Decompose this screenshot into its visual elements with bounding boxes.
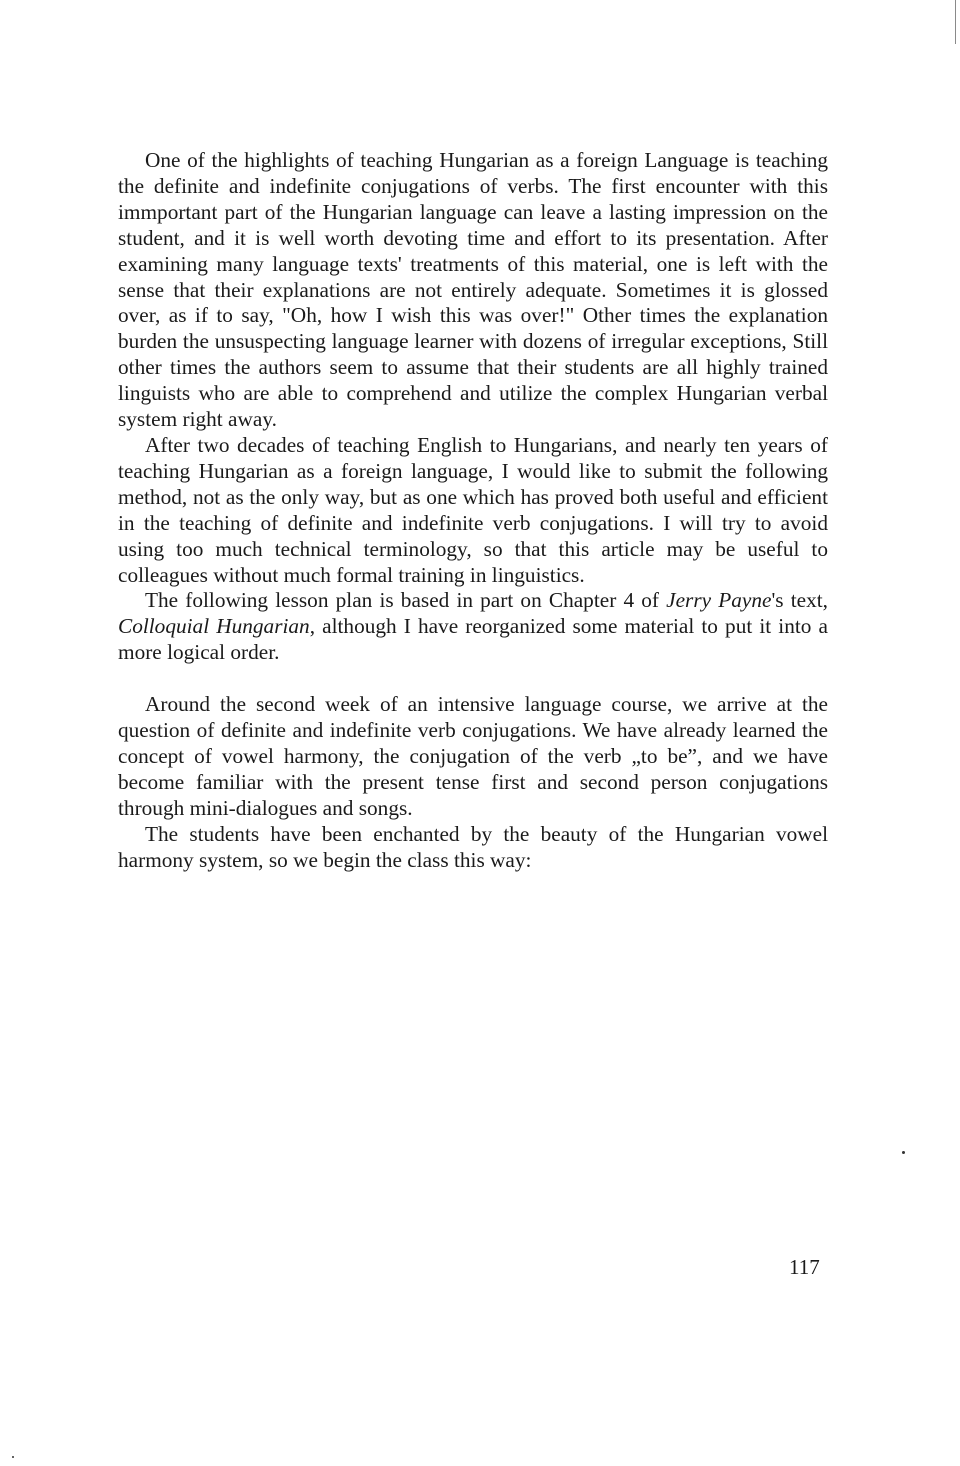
- paragraph-4: [118, 692, 828, 822]
- scan-speck: [12, 1456, 14, 1458]
- paragraph-1: [118, 148, 828, 433]
- paragraph-3-text-a: The following lesson plan is based in part on Chapter 4 of: [145, 588, 667, 613]
- scan-speck: [902, 1151, 905, 1154]
- paragraph-5-text: The students have been enchanted by the beauty of the Hungarian vowel harmony system, so we begin the class this way:: [118, 821, 828, 872]
- book-title: Colloquial Hungarian: [118, 614, 310, 639]
- paragraph-1-text: One of the highlights of teaching Hungarian as a foreign Language is teaching the definite and indefinite conjugations of verbs. The first encounter with this immportant part of the Hungarian language can leave a lasting impression on the student, and it is well worth devoting time and effort to its presentation. After examining many language texts' treatments of this material, one is left with the sense that their explanations are not entirely adequate. Sometimes it is glossed over, as if to say, "Oh, how I wish this was over!" Other times the explanation burden the unsuspecting language learner with dozens of irregular exceptions, Still other times the authors seem to assume that their students are all highly trained linguists who are able to comprehend and utilize the complex Hungarian verbal system right away.: [118, 148, 828, 432]
- scan-edge-line: [955, 0, 956, 44]
- paragraph-5: [118, 822, 828, 874]
- article-body: [118, 148, 828, 873]
- page-number: 117: [789, 1255, 820, 1279]
- paragraph-4-text: Around the second week of an intensive language course, we arrive at the question of definite and indefinite verb conjugations. We have already learned the concept of vowel harmony, the conjugation of the verb „to be”, and we have become familiar with the present tense first and second person conjugations through mini-dialogues and songs.: [118, 692, 828, 820]
- paragraph-3-text-b: 's text,: [771, 588, 828, 613]
- author-name: Jerry Payne: [666, 588, 772, 613]
- paragraph-2: [118, 433, 828, 588]
- paragraph-3: [118, 588, 828, 666]
- paragraph-3-text-c: , although I have reorganized some material to put it into a more logical order.: [118, 614, 828, 665]
- paragraph-2-text: After two decades of teaching English to Hungarians, and nearly ten years of teaching Hungarian as a foreign language, I would like to submit the following method, not as the only way, but as one which has proved both useful and efficient in the teaching of definite and indefinite verb conjugations. I will try to avoid using too much technical terminology, so that this article may be useful to colleagues without much formal training in linguistics.: [118, 432, 828, 587]
